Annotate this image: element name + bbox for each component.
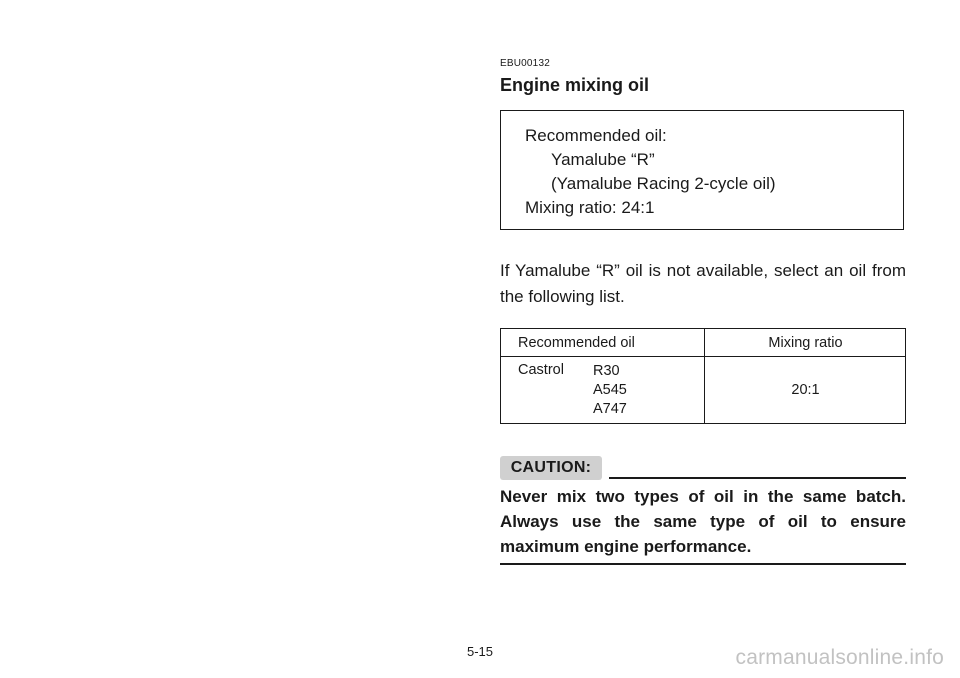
watermark: carmanualsonline.info	[735, 646, 944, 669]
doc-code: EBU00132	[500, 58, 550, 69]
table-cell-grade: A747	[593, 401, 627, 417]
page-number: 5-15	[466, 644, 494, 659]
caution-header	[500, 456, 906, 482]
spec-ratio: Mixing ratio: 24:1	[525, 198, 655, 217]
spec-label: Recommended oil:	[525, 126, 667, 145]
table-cell-grade: A545	[593, 382, 627, 398]
table-cell-brand: Castrol	[518, 362, 564, 378]
caution-rule	[609, 477, 906, 479]
caution-text: Never mix two types of oil in the same batch. Always use the same type of oil to ensure maximum engine performance.	[500, 487, 906, 556]
table-header-oil: Recommended oil	[518, 335, 635, 351]
oil-table	[500, 328, 906, 424]
section-title: Engine mixing oil	[500, 75, 650, 95]
alternative-oil-paragraph: If Yamalube “R” oil is not available, select an oil from the following list.	[500, 261, 906, 306]
table-header-divider	[501, 356, 905, 357]
table-header-ratio: Mixing ratio	[768, 335, 843, 351]
table-cell-grade: R30	[593, 363, 620, 379]
spec-description: (Yamalube Racing 2-cycle oil)	[551, 174, 776, 193]
spec-brand: Yamalube “R”	[551, 150, 655, 169]
table-cell-ratio: 20:1	[791, 382, 820, 398]
spec-box	[500, 110, 904, 230]
caution-badge: CAUTION:	[500, 456, 602, 480]
caution-bottom-rule	[500, 563, 906, 565]
